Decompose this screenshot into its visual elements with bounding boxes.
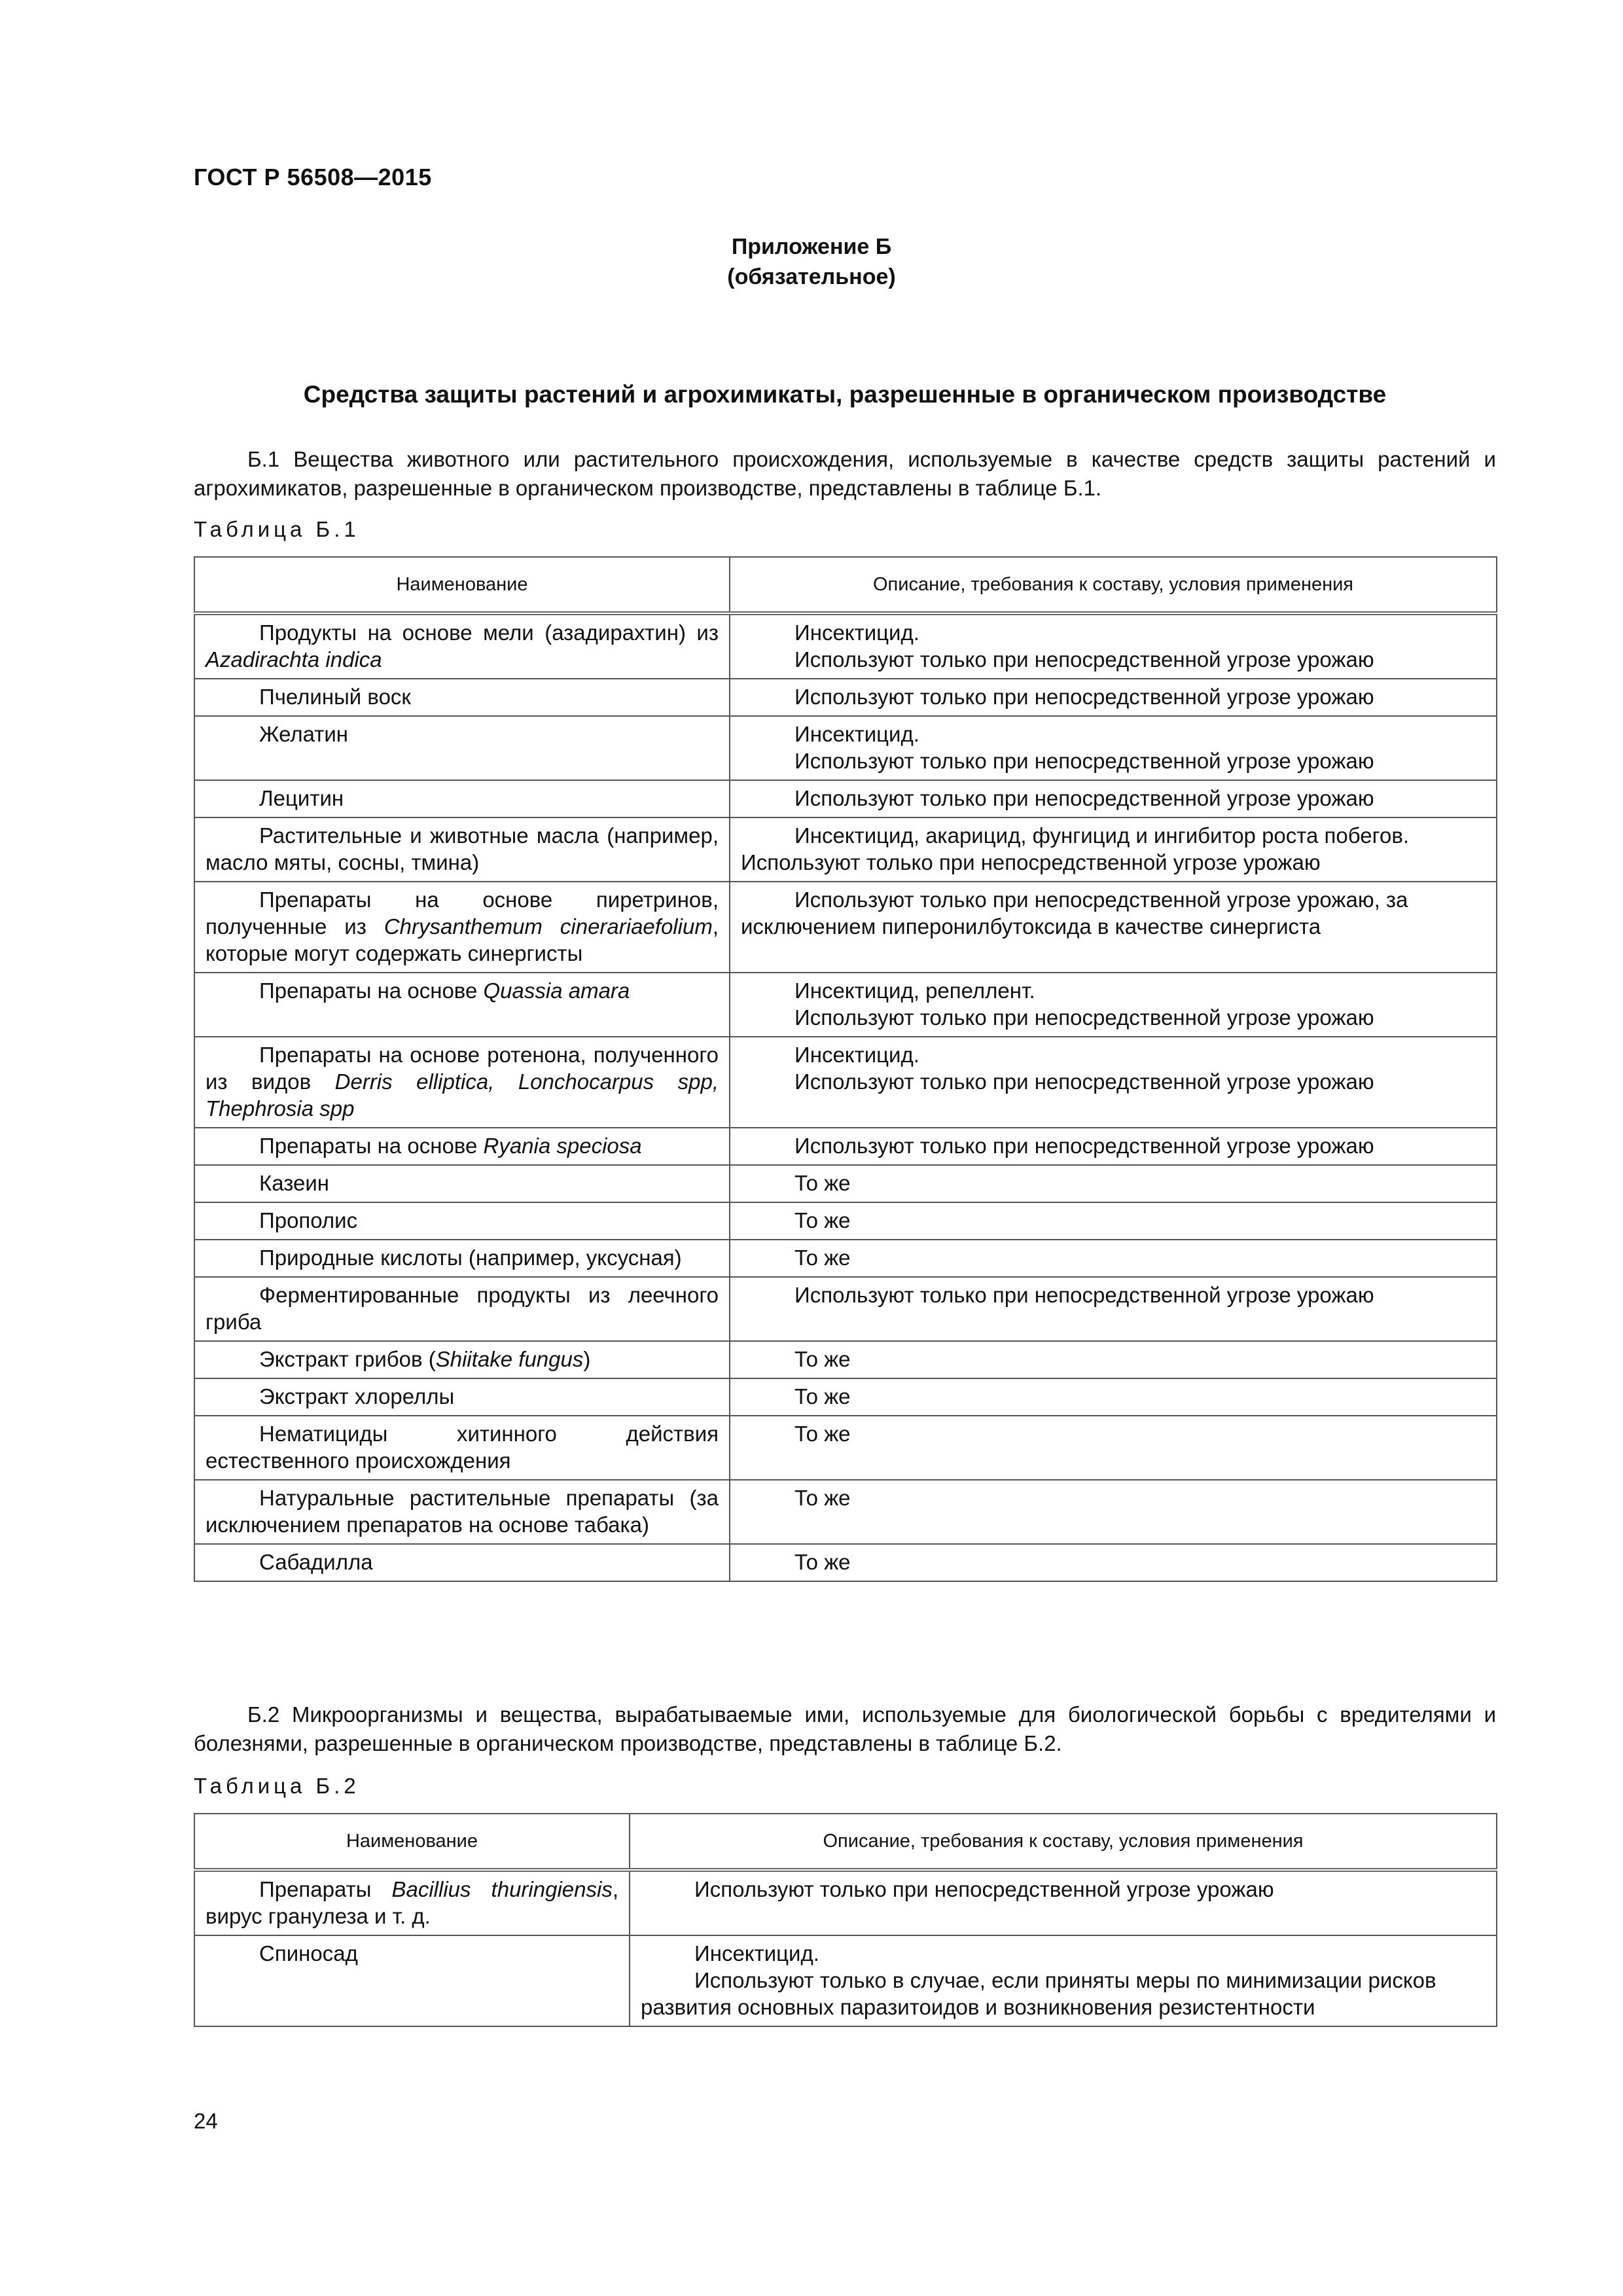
latin-name-text: Quassia amara — [483, 978, 630, 1003]
cell-name — [194, 1870, 630, 1935]
cell-description — [730, 973, 1497, 1037]
cell-description — [630, 1935, 1497, 2026]
name-text: Препараты на основе пиретринов, полученные из — [205, 888, 719, 939]
description-line: Инсектицид. — [794, 1043, 919, 1067]
table1-caption: Таблица Б.1 — [194, 517, 360, 541]
latin-name-text: Shiitake fungus — [435, 1347, 584, 1371]
description-line: Используют только при непосредственной угрозе урожаю — [794, 1005, 1374, 1030]
table-row — [194, 1128, 1497, 1165]
cell-name — [194, 1378, 730, 1416]
cell-description — [730, 1128, 1497, 1165]
name-text: Нематициды хитинного действия естественного происхождения — [205, 1422, 719, 1473]
name-text: Продукты на основе мели (азадирахтин) из — [259, 620, 719, 645]
name-text: Лецитин — [259, 786, 344, 810]
table-row — [194, 716, 1497, 780]
description-line: Инсектицид. — [794, 620, 919, 645]
table-row — [194, 1870, 1497, 1935]
name-text: Ферментированные продукты из леечного гриба — [205, 1283, 719, 1334]
name-text: Растительные и животные масла (например, масло мяты, сосны, тмина) — [205, 823, 719, 874]
name-text: Сабадилла — [259, 1550, 373, 1574]
cell-description — [730, 780, 1497, 817]
column-header-description: Описание, требования к составу, условия применения — [630, 1814, 1497, 1870]
table-row — [194, 1165, 1497, 1202]
cell-description — [730, 1544, 1497, 1581]
latin-name-text: Ryania speciosa — [483, 1134, 642, 1158]
description-line: Инсектицид, акарицид, фунгицид и ингибитор роста побегов. Используют только при непосредственной угрозе урожаю — [741, 823, 1410, 874]
description-line: То же — [794, 1171, 851, 1195]
description-line: Инсектицид, репеллент. — [794, 978, 1035, 1003]
table-row — [194, 1240, 1497, 1277]
name-text: Казеин — [259, 1171, 329, 1195]
cell-name — [194, 1202, 730, 1240]
cell-description — [630, 1870, 1497, 1935]
cell-name — [194, 1240, 730, 1277]
cell-description — [730, 1416, 1497, 1480]
cell-description — [730, 1165, 1497, 1202]
latin-name-text: Bacillius thuringiensis — [391, 1877, 613, 1901]
description-line: То же — [794, 1486, 851, 1510]
cell-name — [194, 780, 730, 817]
cell-description — [730, 1378, 1497, 1416]
description-line: Используют только при непосредственной угрозе урожаю — [794, 1134, 1374, 1158]
description-line: Используют только при непосредственной угрозе урожаю — [794, 685, 1374, 709]
table-row — [194, 1416, 1497, 1480]
name-text: Препараты на основе — [259, 1134, 484, 1158]
table-row — [194, 780, 1497, 817]
cell-name — [194, 882, 730, 973]
name-text: Экстракт хлореллы — [259, 1384, 455, 1408]
table-row — [194, 1037, 1497, 1128]
table-row — [194, 1202, 1497, 1240]
description-line: Используют только при непосредственной угрозе урожаю — [794, 749, 1374, 773]
paragraph-b2: Б.2 Микроорганизмы и вещества, вырабатываемые ими, используемые для биологической борьбы с вредителями и болезнями, разрешенные в органическом производстве, представлены в таблице Б.2. — [194, 1702, 1496, 1755]
cell-description — [730, 1202, 1497, 1240]
description-line: Инсектицид. — [794, 722, 919, 746]
table-row — [194, 613, 1497, 679]
description-line: Используют только при непосредственной угрозе урожаю — [794, 1283, 1374, 1307]
cell-description — [730, 1341, 1497, 1378]
appendix-heading — [0, 232, 1623, 292]
cell-name — [194, 973, 730, 1037]
cell-name — [194, 1128, 730, 1165]
table-row — [194, 1544, 1497, 1581]
name-text: Пчелиный воск — [259, 685, 411, 709]
cell-name — [194, 613, 730, 679]
cell-name — [194, 716, 730, 780]
name-text: Спиносад — [259, 1941, 358, 1965]
description-line: То же — [794, 1550, 851, 1574]
column-header-name: Наименование — [194, 1814, 630, 1870]
column-header-name: Наименование — [194, 557, 730, 613]
description-line: То же — [794, 1422, 851, 1446]
table-row — [194, 679, 1497, 716]
name-text: ) — [583, 1347, 591, 1371]
section-title: Средства защиты растений и агрохимикаты, разрешенные в органическом производстве — [303, 381, 1387, 408]
description-line: То же — [794, 1208, 851, 1232]
description-line: Используют только при непосредственной угрозе урожаю — [694, 1877, 1274, 1901]
cell-name — [194, 1416, 730, 1480]
description-line: Используют только в случае, если приняты меры по минимизации рисков развития основных паразитоидов и возникновения резистентности — [641, 1968, 1436, 2019]
cell-name — [194, 679, 730, 716]
document-header-standard: ГОСТ Р 56508—2015 — [194, 164, 432, 190]
name-text: Препараты — [259, 1877, 392, 1901]
cell-description — [730, 716, 1497, 780]
table-row — [194, 817, 1497, 882]
table-row — [194, 1480, 1497, 1544]
cell-name — [194, 817, 730, 882]
table-row — [194, 882, 1497, 973]
appendix-title: Приложение Б — [731, 234, 892, 259]
table-b1 — [194, 556, 1497, 1582]
name-text: Препараты на основе — [259, 978, 484, 1003]
page-number: 24 — [194, 2109, 218, 2133]
description-line: То же — [794, 1246, 851, 1270]
description-line: Используют только при непосредственной угрозе урожаю — [794, 786, 1374, 810]
cell-name — [194, 1165, 730, 1202]
appendix-status: (обязательное) — [727, 264, 896, 289]
cell-name — [194, 1277, 730, 1341]
cell-description — [730, 817, 1497, 882]
name-text: Натуральные растительные препараты (за исключением препаратов на основе табака) — [205, 1486, 719, 1537]
table-row — [194, 1341, 1497, 1378]
name-text: Природные кислоты (например, уксусная) — [259, 1246, 682, 1270]
description-line: Используют только при непосредственной угрозе урожаю — [794, 1069, 1374, 1094]
latin-name-text: Derris elliptica, Lonchocarpus spp, Thephrosia spp — [205, 1069, 719, 1121]
cell-description — [730, 1480, 1497, 1544]
cell-name — [194, 1544, 730, 1581]
cell-description — [730, 1240, 1497, 1277]
table-row — [194, 1378, 1497, 1416]
column-header-description: Описание, требования к составу, условия применения — [730, 557, 1497, 613]
name-text: Экстракт грибов ( — [259, 1347, 436, 1371]
table-row — [194, 1935, 1497, 2026]
description-line: То же — [794, 1384, 851, 1408]
description-line: Инсектицид. — [694, 1941, 819, 1965]
description-line: Используют только при непосредственной угрозе урожаю — [794, 647, 1374, 672]
cell-description — [730, 679, 1497, 716]
cell-name — [194, 1341, 730, 1378]
name-text: Прополис — [259, 1208, 358, 1232]
description-line: То же — [794, 1347, 851, 1371]
table-b2 — [194, 1813, 1497, 2027]
name-text: Препараты на основе ротенона, полученного из видов — [205, 1043, 719, 1094]
name-text: , вирус гранулеза и т. д. — [205, 1877, 618, 1928]
latin-name-text: Chrysanthemum cinerariaefolium — [383, 914, 713, 939]
table-row — [194, 973, 1497, 1037]
table2-caption: Таблица Б.2 — [194, 1774, 360, 1798]
cell-description — [730, 1277, 1497, 1341]
cell-description — [730, 1037, 1497, 1128]
name-text: , которые могут содержать синергисты — [205, 914, 719, 965]
table-row — [194, 1277, 1497, 1341]
cell-name — [194, 1480, 730, 1544]
latin-name-text: Azadirachta indica — [205, 647, 382, 672]
cell-description — [730, 882, 1497, 973]
cell-description — [730, 613, 1497, 679]
paragraph-b1: Б.1 Вещества животного или растительного происхождения, используемые в качестве средств защиты растений и агрохимикатов, разрешенные в органическом производстве, представлены в таблице Б.1. — [194, 447, 1496, 500]
cell-name — [194, 1935, 630, 2026]
cell-name — [194, 1037, 730, 1128]
name-text: Желатин — [259, 722, 348, 746]
description-line: Используют только при непосредственной угрозе урожаю, за исключением пиперонилбутоксида в качестве синергиста — [741, 888, 1408, 939]
